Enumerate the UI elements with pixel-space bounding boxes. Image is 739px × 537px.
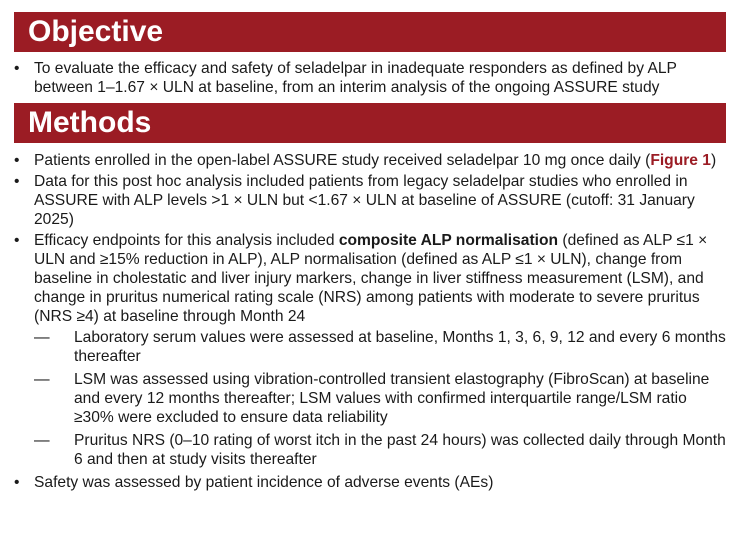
methods-bullet-1 [14, 151, 726, 170]
dash-icon: — [34, 432, 50, 449]
methods-b3-pre: Efficacy endpoints for this analysis included [34, 232, 339, 249]
methods-sub-3 [14, 431, 726, 469]
methods-list [14, 151, 726, 494]
methods-sub1-text: Laboratory serum values were assessed at baseline, Months 1, 3, 6, 9, 12 and every 6 months thereafter [74, 329, 726, 365]
bullet-icon: • [14, 173, 20, 190]
methods-bullet-2 [14, 172, 726, 229]
methods-b2-text: Data for this post hoc analysis included patients from legacy seladelpar studies who enrolled in ASSURE with ALP levels >1 × ULN but <1.67 × ULN at baseline of ASSURE (cutoff: 31 January 2025) [34, 173, 695, 228]
methods-heading: Methods [14, 103, 726, 143]
methods-b3-post: (defined as ALP ≤1 × ULN and ≥15% reduction in ALP), ALP normalisation (defined as ALP ≤1 × ULN), change from baseline in cholestatic and liver injury markers, change in liver stiffness measurement (LSM), and change in pruritus numerical rating scale (NRS) among patients with moderate to severe pruritus (NRS ≥4) at baseline through Month 24 [34, 232, 708, 325]
methods-b1-end: ) [710, 152, 717, 169]
objective-heading: Objective [14, 12, 726, 52]
methods-b1-text: Patients enrolled in the open-label ASSURE study received seladelpar 10 mg once daily ( [34, 152, 651, 169]
methods-sub3-text: Pruritus NRS (0–10 rating of worst itch in the past 24 hours) was collected daily through Month 6 and then at study visits thereafter [74, 432, 726, 468]
methods-b3-bold: composite ALP normalisation [338, 232, 559, 249]
methods-b4-text: Safety was assessed by patient incidence of adverse events (AEs) [34, 474, 494, 491]
methods-bullet-4 [14, 473, 726, 492]
methods-bullet-3 [14, 231, 726, 326]
bullet-icon: • [14, 152, 20, 169]
objective-text: To evaluate the efficacy and safety of seladelpar in inadequate responders as defined by ALP between 1–1.67 × ULN at baseline, from an interim analysis of the ongoing ASSURE study [34, 60, 677, 96]
bullet-icon: • [14, 60, 20, 77]
methods-sub-2 [14, 370, 726, 427]
bullet-icon: • [14, 232, 20, 249]
objective-bullet [14, 59, 726, 97]
objective-list [14, 59, 726, 99]
methods-sub2-text: LSM was assessed using vibration-controlled transient elastography (FibroScan) at baseline and every 12 months thereafter; LSM values with confirmed interquartile range/LSM ratio ≥30% were excluded to ensure data reliability [74, 371, 710, 426]
bullet-icon: • [14, 474, 20, 491]
dash-icon: — [34, 371, 50, 388]
methods-sub-1 [14, 328, 726, 366]
figure-1-link[interactable]: Figure 1 [650, 152, 711, 169]
dash-icon: — [34, 329, 50, 346]
